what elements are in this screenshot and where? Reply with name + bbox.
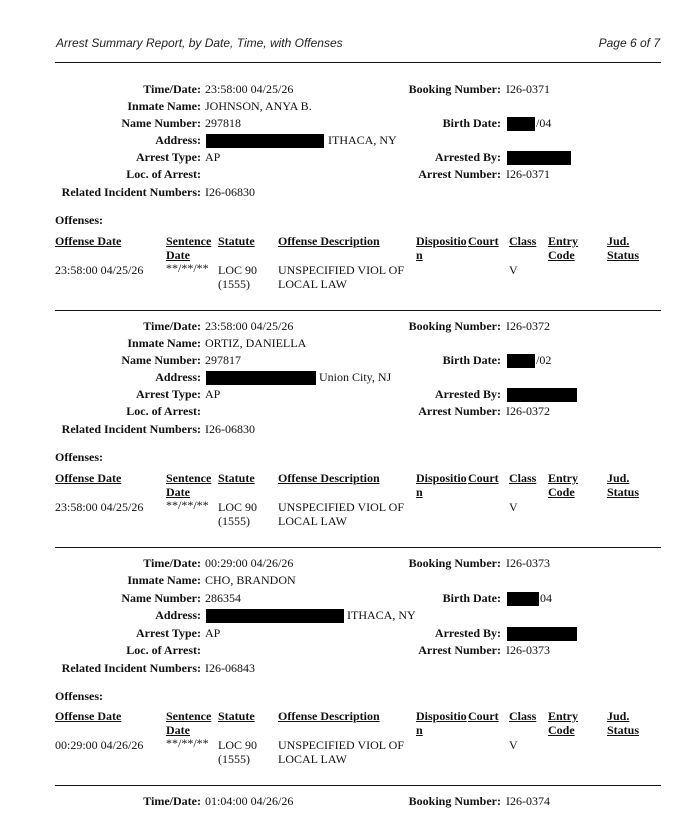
- record-divider: [55, 547, 661, 548]
- time-date-value: 23:58:00 04/25/26: [205, 319, 294, 333]
- arrest-type-value: AP: [205, 150, 221, 164]
- arrest-number-label: Arrest Number:: [418, 404, 501, 418]
- inmate-name-label: Inmate Name:: [127, 336, 201, 350]
- arrest-number-label: Arrest Number:: [418, 167, 501, 181]
- offenses-heading: Offenses:: [55, 213, 103, 227]
- time-date-label: Time/Date:: [143, 556, 201, 570]
- col-sentence-date: Sentence Date: [166, 471, 212, 499]
- redacted-arresting-officer: [507, 151, 571, 165]
- col-sentence-date: Sentence Date: [166, 709, 212, 737]
- arrest-type-value: AP: [205, 387, 221, 401]
- col-jud-status: Jud. Status: [607, 709, 640, 737]
- class-value: V: [509, 500, 518, 514]
- inmate-name-label: Inmate Name:: [127, 99, 201, 113]
- arrest-type-value: AP: [205, 626, 221, 640]
- loc-of-arrest-label: Loc. of Arrest:: [126, 167, 201, 181]
- offense-date-value: 23:58:00 04/25/26: [55, 500, 144, 514]
- related-incidents-value: I26-06830: [205, 185, 255, 199]
- inmate-name-value: JOHNSON, ANYA B.: [205, 99, 312, 113]
- related-incidents-label: Related Incident Numbers:: [61, 661, 201, 675]
- class-value: V: [509, 738, 518, 752]
- col-offense-date: Offense Date: [55, 709, 122, 723]
- loc-of-arrest-label: Loc. of Arrest:: [126, 643, 201, 657]
- name-number-label: Name Number:: [121, 591, 201, 605]
- col-court: Court: [468, 234, 499, 248]
- col-jud-status: Jud. Status: [607, 234, 640, 262]
- name-number-label: Name Number:: [121, 353, 201, 367]
- time-date-value: 23:58:00 04/25/26: [205, 82, 294, 96]
- birth-date-suffix: /04: [536, 116, 552, 130]
- related-incidents-value: I26-06830: [205, 422, 255, 436]
- arrest-number-value: I26-0373: [506, 643, 550, 657]
- related-incidents-label: Related Incident Numbers:: [61, 185, 201, 199]
- offense-description-value: UNSPECIFIED VIOL OF LOCAL LAW: [278, 263, 405, 291]
- class-value: V: [509, 263, 518, 277]
- redacted-address: [206, 134, 324, 148]
- col-court: Court: [468, 709, 499, 723]
- col-offense-description: Offense Description: [278, 234, 380, 248]
- col-entry-code: Entry Code: [548, 234, 578, 262]
- offense-description-value: UNSPECIFIED VIOL OF LOCAL LAW: [278, 500, 405, 528]
- record-divider: [55, 785, 661, 786]
- col-entry-code: Entry Code: [548, 471, 578, 499]
- birth-date-label: Birth Date:: [442, 353, 501, 367]
- arrest-type-label: Arrest Type:: [136, 150, 201, 164]
- offenses-heading: Offenses:: [55, 689, 103, 703]
- time-date-label: Time/Date:: [143, 82, 201, 96]
- name-number-label: Name Number:: [121, 116, 201, 130]
- address-city: ITHACA, NY: [328, 133, 397, 147]
- related-incidents-value: I26-06843: [205, 661, 255, 675]
- redacted-birth-date: [507, 592, 539, 606]
- col-class: Class: [509, 234, 537, 248]
- inmate-name-value: ORTIZ, DANIELLA: [205, 336, 307, 350]
- col-offense-date: Offense Date: [55, 471, 122, 485]
- offenses-heading: Offenses:: [55, 450, 103, 464]
- inmate-name-label: Inmate Name:: [127, 573, 201, 587]
- statute-value: LOC 90 (1555): [218, 263, 257, 291]
- col-class: Class: [509, 471, 537, 485]
- offense-date-value: 23:58:00 04/25/26: [55, 263, 144, 277]
- offense-description-value: UNSPECIFIED VIOL OF LOCAL LAW: [278, 738, 405, 766]
- time-date-label: Time/Date:: [143, 319, 201, 333]
- time-date-label: Time/Date:: [143, 794, 201, 808]
- birth-date-suffix: /02: [536, 353, 552, 367]
- col-disposition: Dispositio n: [416, 234, 467, 262]
- redacted-address: [206, 371, 316, 385]
- loc-of-arrest-label: Loc. of Arrest:: [126, 404, 201, 418]
- redacted-arresting-officer: [507, 388, 577, 402]
- report-title: Arrest Summary Report, by Date, Time, with Offenses: [56, 36, 343, 50]
- col-entry-code: Entry Code: [548, 709, 578, 737]
- sentence-date-value: **/**/**: [166, 736, 209, 750]
- inmate-name-value: CHO, BRANDON: [205, 573, 296, 587]
- arrested-by-label: Arrested By:: [434, 387, 501, 401]
- offense-date-value: 00:29:00 04/26/26: [55, 738, 144, 752]
- name-number-value: 297817: [205, 353, 241, 367]
- statute-value: LOC 90 (1555): [218, 500, 257, 528]
- col-class: Class: [509, 709, 537, 723]
- birth-date-suffix: 04: [540, 591, 552, 605]
- sentence-date-value: **/**/**: [166, 498, 209, 512]
- arrested-by-label: Arrested By:: [434, 150, 501, 164]
- record-divider: [55, 310, 661, 311]
- booking-number-value: I26-0372: [506, 319, 550, 333]
- col-court: Court: [468, 471, 499, 485]
- time-date-value: 00:29:00 04/26/26: [205, 556, 294, 570]
- address-label: Address:: [155, 370, 201, 384]
- booking-number-label: Booking Number:: [408, 556, 501, 570]
- sentence-date-value: **/**/**: [166, 261, 209, 275]
- arrest-number-label: Arrest Number:: [418, 643, 501, 657]
- arrest-type-label: Arrest Type:: [136, 626, 201, 640]
- address-city: Union City, NJ: [319, 370, 392, 384]
- arrested-by-label: Arrested By:: [434, 626, 501, 640]
- redacted-arresting-officer: [507, 627, 577, 641]
- col-jud-status: Jud. Status: [607, 471, 640, 499]
- col-disposition: Dispositio n: [416, 471, 467, 499]
- redacted-birth-date: [507, 354, 535, 368]
- booking-number-label: Booking Number:: [408, 794, 501, 808]
- arrest-record: [0, 792, 694, 822]
- col-statute: Statute: [218, 709, 255, 723]
- arrest-record: [0, 80, 694, 300]
- time-date-value: 01:04:00 04/26/26: [205, 794, 294, 808]
- header-divider: [55, 62, 661, 63]
- arrest-number-value: I26-0372: [506, 404, 550, 418]
- address-label: Address:: [155, 608, 201, 622]
- arrest-number-value: I26-0371: [506, 167, 550, 181]
- arrest-record: [0, 554, 694, 774]
- col-statute: Statute: [218, 234, 255, 248]
- address-label: Address:: [155, 133, 201, 147]
- redacted-address: [206, 609, 344, 623]
- col-disposition: Dispositio n: [416, 709, 467, 737]
- col-statute: Statute: [218, 471, 255, 485]
- booking-number-value: I26-0371: [506, 82, 550, 96]
- booking-number-label: Booking Number:: [408, 319, 501, 333]
- page-number: Page 6 of 7: [598, 36, 660, 50]
- birth-date-label: Birth Date:: [442, 116, 501, 130]
- col-offense-date: Offense Date: [55, 234, 122, 248]
- name-number-value: 286354: [205, 591, 241, 605]
- col-sentence-date: Sentence Date: [166, 234, 212, 262]
- col-offense-description: Offense Description: [278, 471, 380, 485]
- name-number-value: 297818: [205, 116, 241, 130]
- related-incidents-label: Related Incident Numbers:: [61, 422, 201, 436]
- address-city: ITHACA, NY: [347, 608, 416, 622]
- birth-date-label: Birth Date:: [442, 591, 501, 605]
- redacted-birth-date: [507, 117, 535, 131]
- col-offense-description: Offense Description: [278, 709, 380, 723]
- arrest-record: [0, 317, 694, 537]
- booking-number-value: I26-0374: [506, 794, 550, 808]
- statute-value: LOC 90 (1555): [218, 738, 257, 766]
- booking-number-value: I26-0373: [506, 556, 550, 570]
- booking-number-label: Booking Number:: [408, 82, 501, 96]
- arrest-type-label: Arrest Type:: [136, 387, 201, 401]
